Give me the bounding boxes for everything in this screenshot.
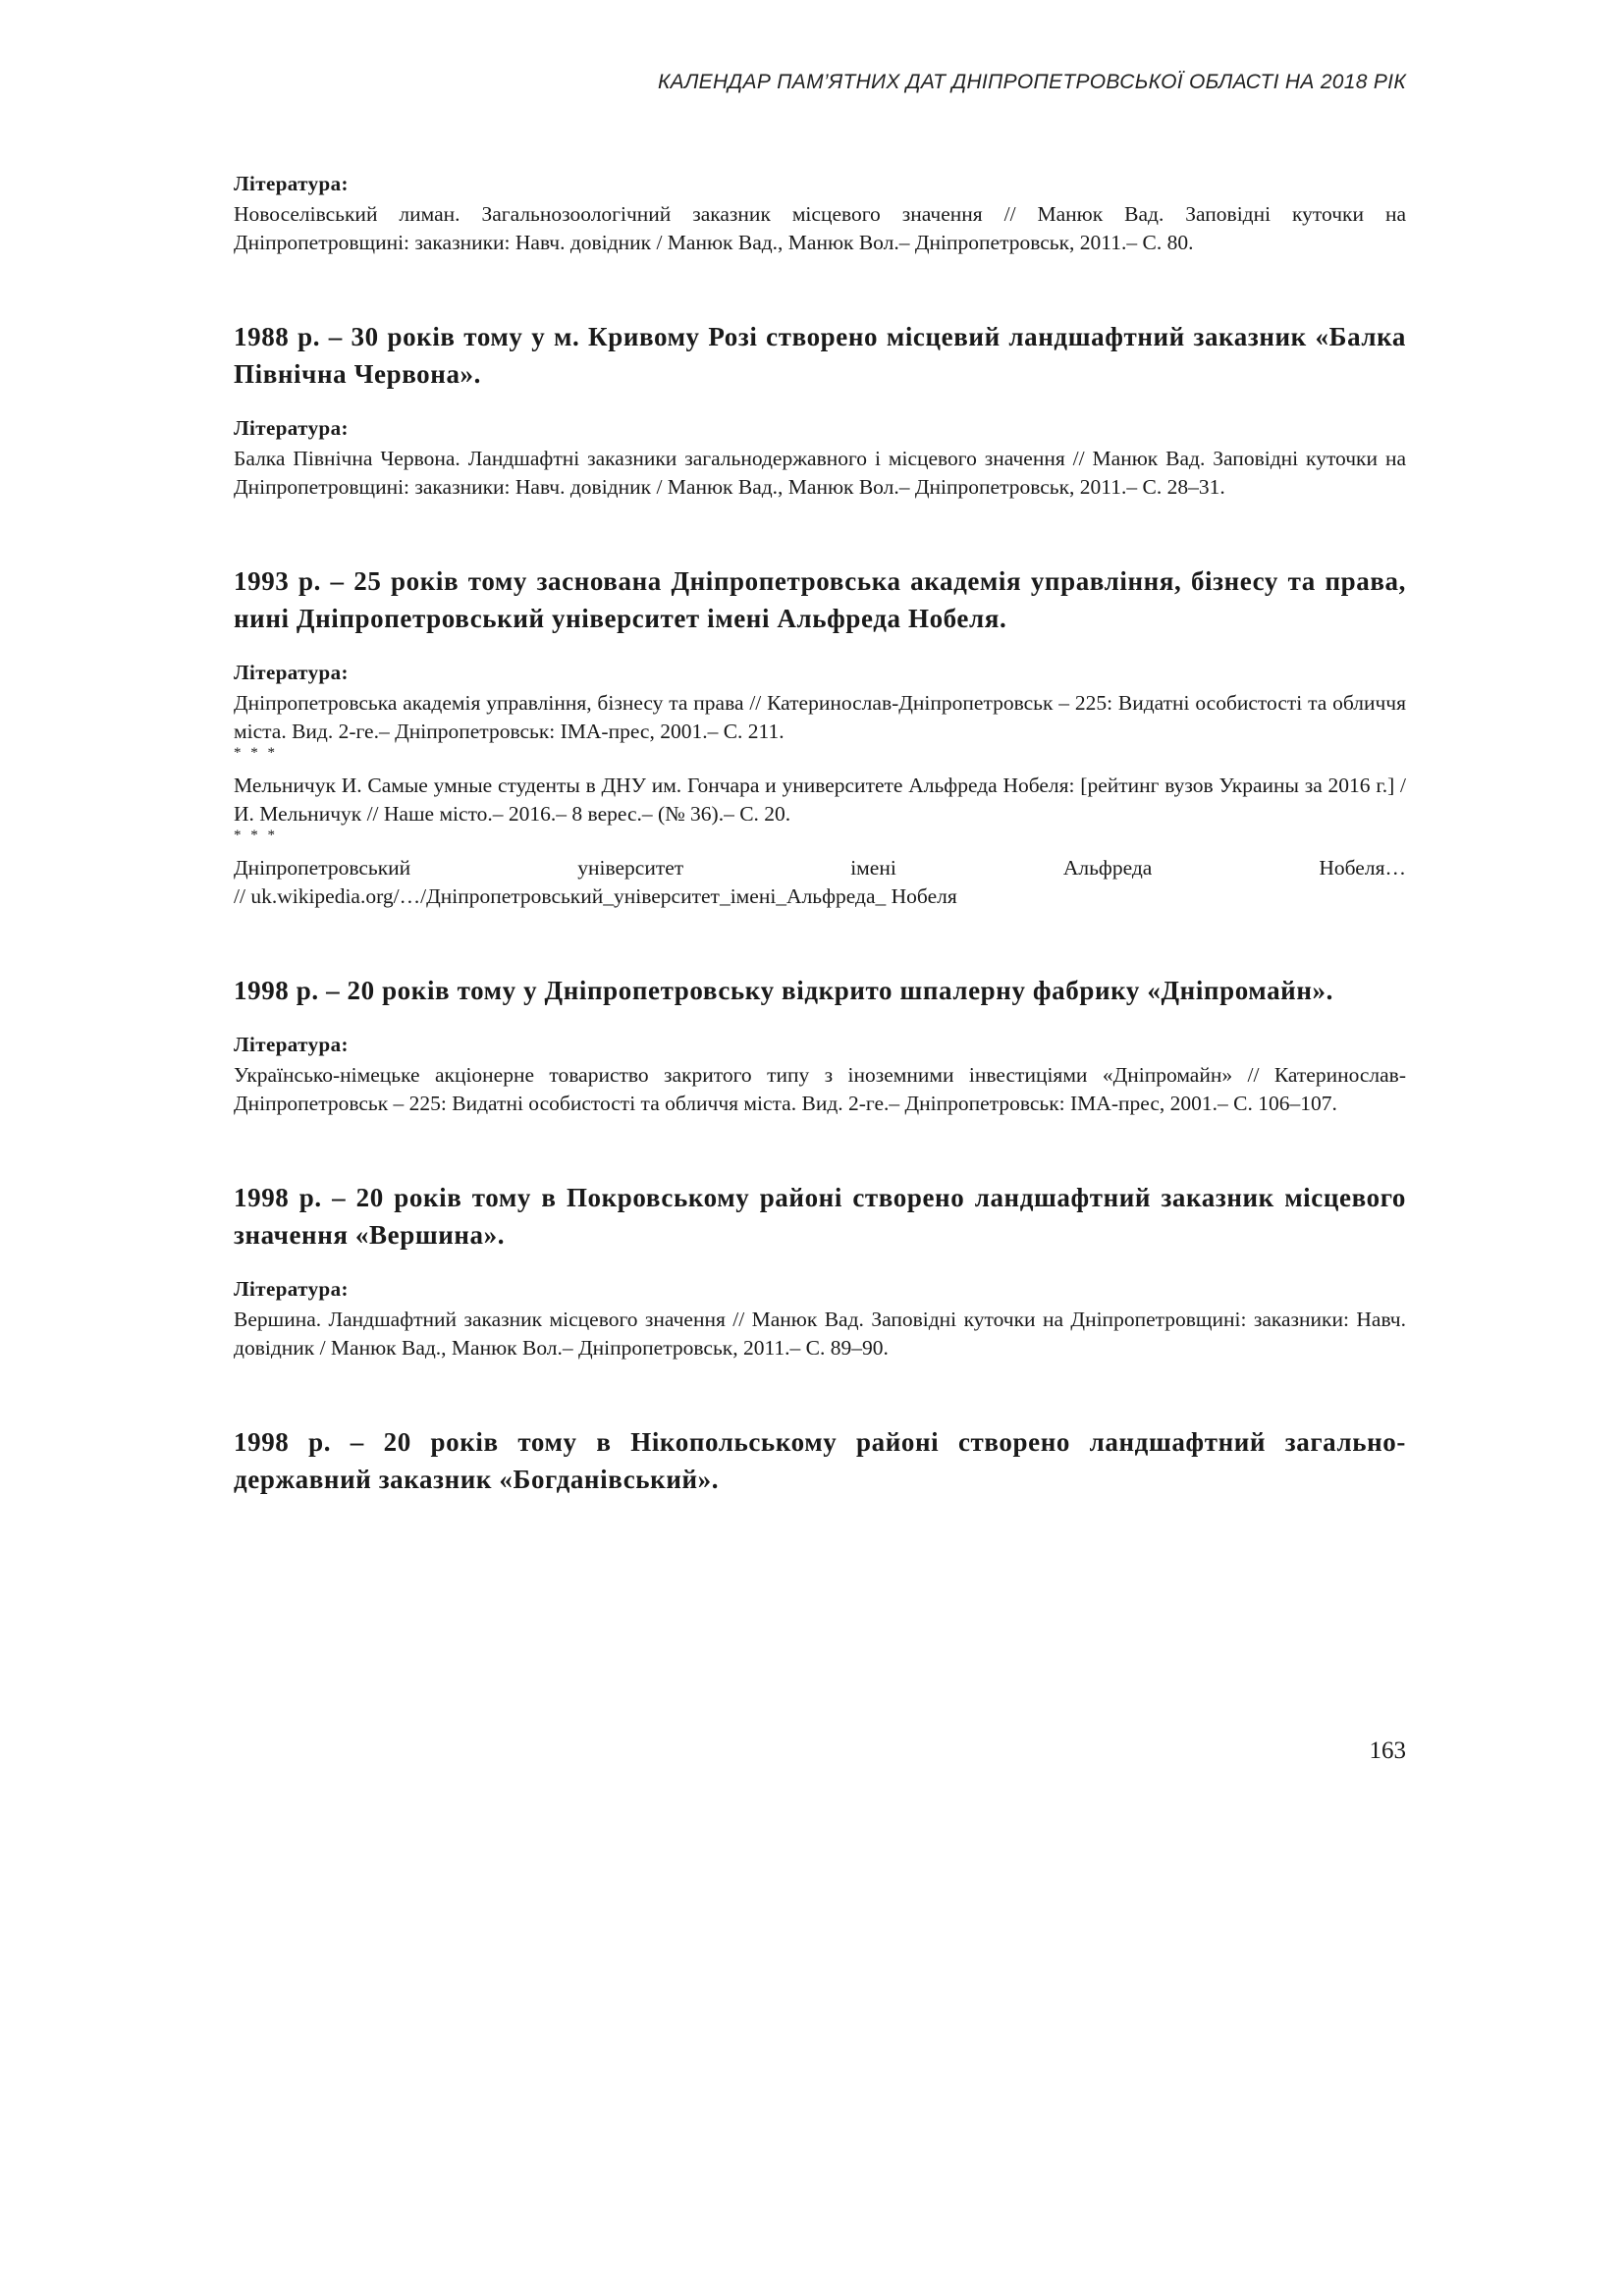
literature-block (234, 661, 1406, 911)
page-number: 163 (1369, 1737, 1406, 1764)
literature-block (234, 1033, 1406, 1118)
web-reference-line (234, 854, 1406, 882)
reference-entry: Українсько-німецьке акціонерне товариство закритого типу з іноземними інвестиціями «Дніпромайн» // Катеринослав-Дніпропетровськ – 225: Видатні особистості та обличчя міста. Вид. 2-ге.– Дніпропетровськ: ІМА-прес, 2001.– С. 106–107. (234, 1063, 1406, 1115)
literature-label: Література: (234, 1033, 349, 1056)
web-reference-word: імені (850, 856, 896, 880)
web-reference-word: Нобеля… (1319, 856, 1406, 880)
event-heading: 1988 р. – 30 років тому у м. Кривому Розі створено місцевий ландшафтний заказник «Балка Північна Червона». (234, 322, 1406, 389)
reference-entry: Новоселівський лиман. Загальнозоологічний заказник місцевого значення // Манюк Вад. Заповідні куточки на Дніпропетровщині: заказники: Навч. довідник / Манюк Вад., Манюк Вол.– Дніпропетровськ, 2011.– С. 80. (234, 202, 1406, 254)
reference-entry: Мельничук И. Самые умные студенты в ДНУ им. Гончара и университете Альфреда Нобеля: [рейтинг вузов Украины за 2016 г.] / И. Мельничук // Наше місто.– 2016.– 8 верес.– (№ 36).– С. 20. (234, 774, 1406, 826)
literature-label: Література: (234, 661, 349, 684)
separator: * * * (234, 828, 278, 843)
event-heading: 1998 р. – 20 років тому в Нікопольському районі створено ландшафтний загально-державний заказник «Богданівський». (234, 1427, 1406, 1494)
web-reference-word: університет (577, 856, 684, 880)
reference-entry: Вершина. Ландшафтний заказник місцевого значення // Манюк Вад. Заповідні куточки на Дніпропетровщині: заказники: Навч. довідник / Манюк Вад., Манюк Вол.– Дніпропетровськ, 2011.– С. 89–90. (234, 1308, 1406, 1360)
literature-block (234, 172, 1406, 257)
separator: * * * (234, 745, 278, 761)
event-heading: 1993 р. – 25 років тому заснована Дніпропетровська академія управління, бізнесу та права, нині Дніпропетровський університет імені Альфреда Нобеля. (234, 566, 1406, 633)
literature-block (234, 416, 1406, 502)
reference-entry: Балка Північна Червона. Ландшафтні заказники загальнодержавного і місцевого значення // Манюк Вад. Заповідні куточки на Дніпропетровщині: заказники: Навч. довідник / Манюк Вад., Манюк Вол.– Дніпропетровськ, 2011.– С. 28–31. (234, 447, 1406, 499)
page-content (234, 172, 1406, 1498)
running-header: КАЛЕНДАР ПАМ’ЯТНИХ ДАТ ДНІПРОПЕТРОВСЬКОЇ ОБЛАСТІ НА 2018 РІК (657, 71, 1406, 93)
event-heading: 1998 р. – 20 років тому у Дніпропетровську відкрито шпалерну фабрику «Дніпромайн». (234, 976, 1333, 1005)
reference-entry: Дніпропетровська академія управління, бізнесу та права // Катеринослав-Дніпропетровськ – 225: Видатні особистості та обличчя міста. Вид. 2-ге.– Дніпропетровськ: ІМА-прес, 2001.– С. 211. (234, 691, 1406, 743)
event-heading: 1998 р. – 20 років тому в Покровському районі створено ландшафтний заказник місцевого значення «Вершина». (234, 1183, 1406, 1250)
web-reference-url: // uk.wikipedia.org/…/Дніпропетровський_університет_імені_Альфреда_ Нобеля (234, 884, 957, 908)
literature-block (234, 1277, 1406, 1362)
literature-label: Література: (234, 1277, 349, 1301)
web-reference-word: Альфреда (1062, 856, 1153, 880)
literature-label: Література: (234, 416, 349, 440)
literature-label: Література: (234, 172, 349, 195)
web-reference-word: Дніпропетровський (234, 856, 411, 880)
